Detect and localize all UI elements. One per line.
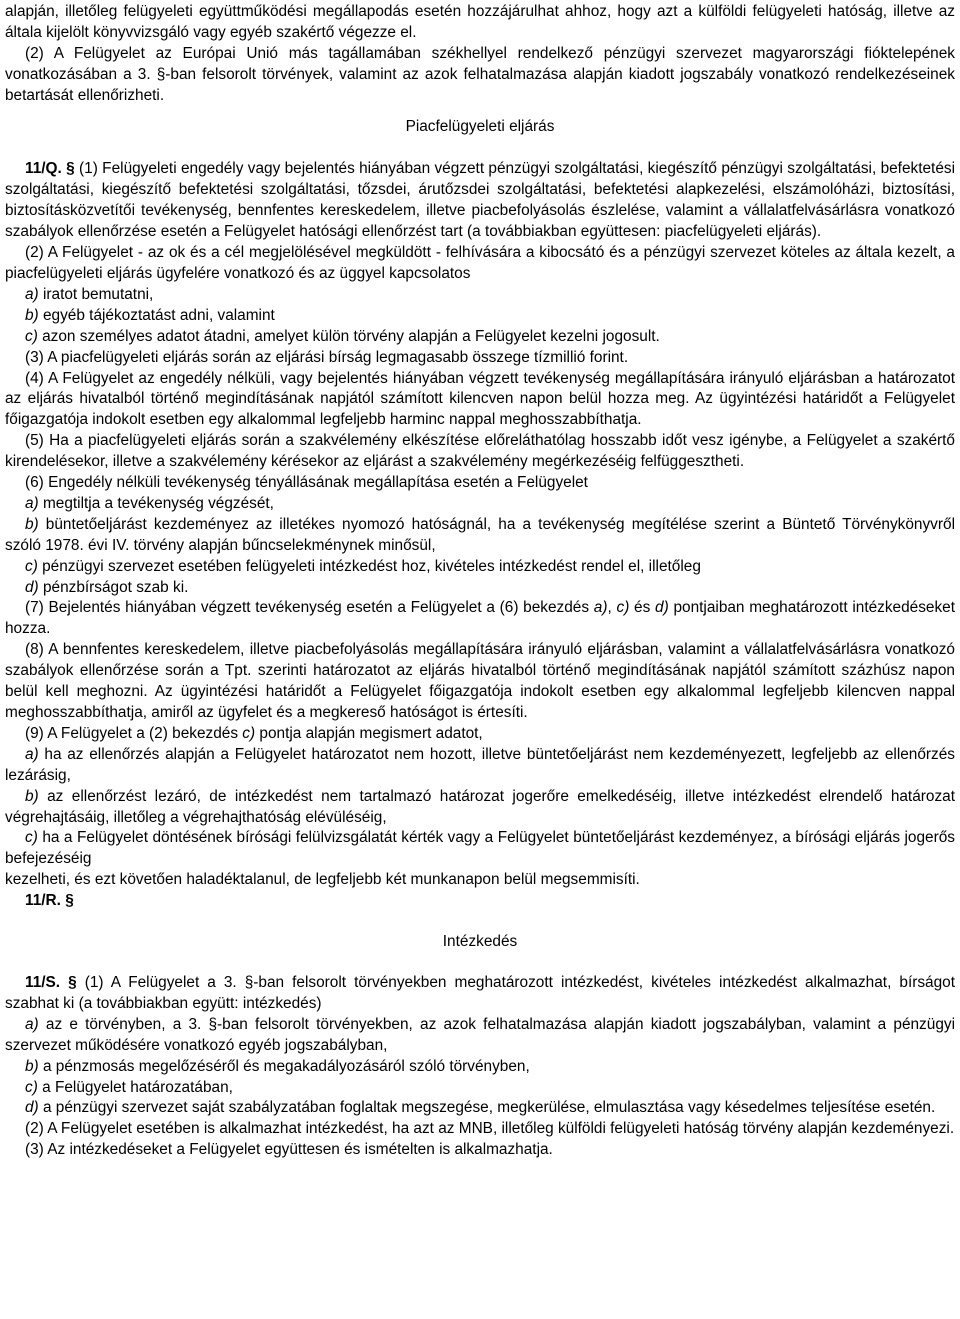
section-heading	[5, 117, 955, 138]
item-label: b)	[25, 515, 39, 533]
paragraph-text: (6) Engedély nélküli tevékenység tényállásának megállapítása esetén a Felügyelet	[25, 474, 588, 492]
list-item	[5, 745, 955, 787]
item-text: egyéb tájékoztatást adni, valamint	[38, 306, 275, 324]
item-label: c)	[25, 1078, 38, 1096]
article-number: 11/Q. §	[25, 160, 75, 178]
list-item	[5, 1057, 955, 1078]
item-text: a Felügyelet határozatában,	[37, 1078, 233, 1096]
paragraph-text: (1) A Felügyelet a 3. §-ban felsorolt törvényekben meghatározott intézkedést, kivételes intézkedést alkalmazhat, bírságot szabhat ki (a továbbiakban együtt: intézkedés)	[5, 973, 955, 1012]
item-label: a)	[25, 745, 39, 763]
paragraph-text: (4) A Felügyelet az engedély nélküli, vagy bejelentés hiányában végzett tevékenység megállapítására irányuló eljárásban a határozatot az eljárás hivatalból történő megindításának napjától számított kilencven napon belül hozza meg. Az ügyintézési határidőt a Felügyelet főigazgatója indokolt esetben egy alkalommal legfeljebb harminc nappal meghosszabbíthatja.	[5, 369, 955, 429]
list-item	[5, 578, 955, 599]
list-item	[5, 1078, 955, 1099]
paragraph-text: és	[629, 599, 656, 617]
item-label: c)	[242, 724, 256, 742]
section-heading-text: Intézkedés	[442, 933, 518, 951]
list-item	[5, 515, 955, 557]
paragraph	[5, 1140, 955, 1161]
section-heading-text: Piacfelügyeleti eljárás	[405, 117, 555, 135]
item-text: ha az ellenőrzés alapján a Felügyelet határozatot nem hozott, illetve büntetőeljárást nem kezdeményezett, legfeljebb az ellenőrzés lezárásig,	[5, 745, 955, 784]
item-text: pénzbírságot szab ki.	[38, 578, 189, 596]
paragraph	[5, 640, 955, 724]
paragraph	[5, 431, 955, 473]
item-label: c)	[25, 829, 38, 847]
paragraph-text: ,	[607, 599, 617, 617]
list-item	[5, 1098, 955, 1119]
paragraph	[5, 243, 955, 285]
article-paragraph	[5, 891, 955, 912]
paragraph	[5, 348, 955, 369]
list-item	[5, 285, 955, 306]
item-label: a)	[25, 1015, 39, 1033]
item-text: azon személyes adatot átadni, amelyet külön törvény alapján a Felügyelet kezelni jogosult.	[37, 327, 660, 345]
paragraph-text: (3) Az intézkedéseket a Felügyelet együttesen és ismételten is alkalmazhatja.	[25, 1141, 553, 1159]
list-item	[5, 1015, 955, 1057]
section-heading	[5, 932, 955, 953]
item-label: b)	[25, 1057, 39, 1075]
paragraph	[5, 1119, 955, 1140]
paragraph-text: (9) A Felügyelet a (2) bekezdés	[25, 724, 243, 742]
list-item	[5, 828, 955, 870]
item-text: az e törvényben, a 3. §-ban felsorolt törvényekben, az azok felhatalmazása alapján kiadott jogszabályban, valamint a pénzügyi szervezet működésére vonatkozó egyéb jogszabályban,	[5, 1015, 955, 1054]
article-number: 11/R. §	[25, 892, 74, 910]
paragraph	[5, 44, 955, 107]
item-label: b)	[25, 787, 39, 805]
item-label: c)	[616, 599, 630, 617]
paragraph-text: (2) A Felügyelet esetében is alkalmazhat intézkedést, ha azt az MNB, illetőleg külföldi felügyeleti hatóság törvény alapján kezdeményezi.	[25, 1120, 955, 1138]
list-item	[5, 787, 955, 829]
item-label: a)	[593, 599, 608, 617]
article-number: 11/S. §	[25, 973, 77, 991]
paragraph-text: (8) A bennfentes kereskedelem, illetve piacbefolyásolás megállapítására irányuló eljárásban, valamint a vállalatfelvásárlásra vonatkozó szabályok ellenőrzése során a Tpt. szerinti határozatot az eljárás hivatalból történő megindításának napjától számított százhúsz napon belül kell meghozni. Az ügyintézési határidőt a Felügyelet főigazgatója indokolt esetben egy alkalommal legfeljebb kilencven nappal meghosszabbíthatja, amiről az ügyfelet és a megkereső hatóságot is értesíti.	[5, 641, 955, 721]
list-item	[5, 494, 955, 515]
item-label: c)	[25, 327, 38, 345]
paragraph	[5, 2, 955, 44]
paragraph-text: (2) A Felügyelet - az ok és a cél megjelölésével megküldött - felhívására a kibocsátó és a pénzügyi szervezet köteles az általa kezelt, a piacfelügyeleti eljárás ügyfelére vonatkozó és az üggyel kapcsolatos	[5, 244, 955, 282]
paragraph-text: (2) A Felügyelet az Európai Unió más tagállamában székhellyel rendelkező pénzügyi szervezet magyarországi fióktelepének vonatkozásában a 3. §-ban felsorolt törvények, valamint az azok felhatalmazása alapján kiadott jogszabály vonatkozó rendelkezéseinek betartását ellenőrizheti.	[5, 44, 955, 104]
paragraph-text: (5) Ha a piacfelügyeleti eljárás során a szakvélemény elkészítése előreláthatólag hosszabb időt vesz igénybe, a Felügyelet a szakértő kirendelésekor, illetve a szakvélemény kérésekor az eljárást a szakvélemény megérkezéséig felfüggesztheti.	[5, 432, 955, 471]
item-label: b)	[25, 306, 39, 324]
paragraph	[5, 369, 955, 432]
paragraph-text: (3) A piacfelügyeleti eljárás során az eljárási bírság legmagasabb összege tízmillió forint.	[25, 348, 629, 366]
item-label: d)	[25, 578, 39, 596]
paragraph-text: (1) Felügyeleti engedély vagy bejelentés hiányában végzett pénzügyi szolgáltatási, kiegészítő pénzügyi szolgáltatási, befektetési szolgáltatási, kiegészítő befektetési szolgáltatási, tőzsdei, árutőzsdei szolgáltatási, befektetési alapkezelési, elszámolóházi, biztosítási, biztosításközvetítői tevékenység, bennfentes kereskedelem, illetve piacbefolyásolás észlelése, valamint a vállalatfelvásárlásra vonatkozó szabályok ellenőrzése esetén a Felügyelet hatósági ellenőrzést tart (a továbbiakban együttesen: piacfelügyeleti eljárás).	[5, 160, 955, 241]
item-label: c)	[25, 557, 38, 575]
item-label: d)	[25, 1099, 39, 1117]
paragraph	[5, 724, 955, 745]
paragraph	[5, 473, 955, 494]
item-text: megtiltja a tevékenység végzését,	[38, 494, 274, 512]
article-paragraph	[5, 973, 955, 1015]
item-text: az ellenőrzést lezáró, de intézkedést nem tartalmazó határozat jogerőre emelkedéséig, illetve intézkedést elrendelő határozat végrehajtásáig, illetőleg a végrehajthatóság elévüléséig,	[5, 787, 955, 826]
item-text: pénzügyi szervezet esetében felügyeleti intézkedést hoz, kivételes intézkedést rendel el, illetőleg	[37, 557, 701, 575]
item-label: d)	[655, 599, 669, 617]
list-item	[5, 306, 955, 327]
paragraph	[5, 598, 955, 640]
paragraph-text: pontja alapján megismert adatot,	[255, 724, 483, 742]
item-text: ha a Felügyelet döntésének bírósági felülvizsgálatát kérték vagy a Felügyelet büntetőeljárást kezdeményez, a bírósági eljárás jogerős befejezéséig	[5, 829, 955, 868]
paragraph-text: pontjaiban meghatározott intézkedéseket hozza.	[5, 599, 956, 638]
paragraph-text: (7) Bejelentés hiányában végzett tevékenység esetén a Felügyelet a (6) bekezdés	[25, 599, 594, 617]
list-item	[5, 557, 955, 578]
paragraph-text: alapján, illetőleg felügyeleti együttműködési megállapodás esetén hozzájárulhat ahhoz, hogy azt a külföldi felügyeleti hatóság, illetve az általa kijelölt könyvvizsgáló vagy egyéb szakértő végezze el.	[5, 3, 955, 41]
item-text: iratot bemutatni,	[38, 285, 154, 303]
item-text: a pénzmosás megelőzéséről és megakadályozásáról szóló törvényben,	[38, 1057, 530, 1075]
item-text: büntetőeljárást kezdeményez az illetékes nyomozó hatóságnál, ha a tevékenység megítélése szerint a Büntető Törvénykönyvről szóló 1978. évi IV. törvény alapján bűncselekménynek minősül,	[5, 515, 955, 554]
item-text: a pénzügyi szervezet saját szabályzatában foglaltak megszegése, megkerülése, elmulasztása vagy késedelmes teljesítése esetén.	[38, 1099, 936, 1117]
paragraph	[5, 870, 955, 891]
article-paragraph	[5, 159, 955, 243]
paragraph-text: kezelheti, és ezt követően haladéktalanul, de legfeljebb két munkanapon belül megsemmisíti.	[5, 871, 640, 889]
list-item	[5, 327, 955, 348]
item-label: a)	[25, 285, 39, 303]
item-label: a)	[25, 494, 39, 512]
